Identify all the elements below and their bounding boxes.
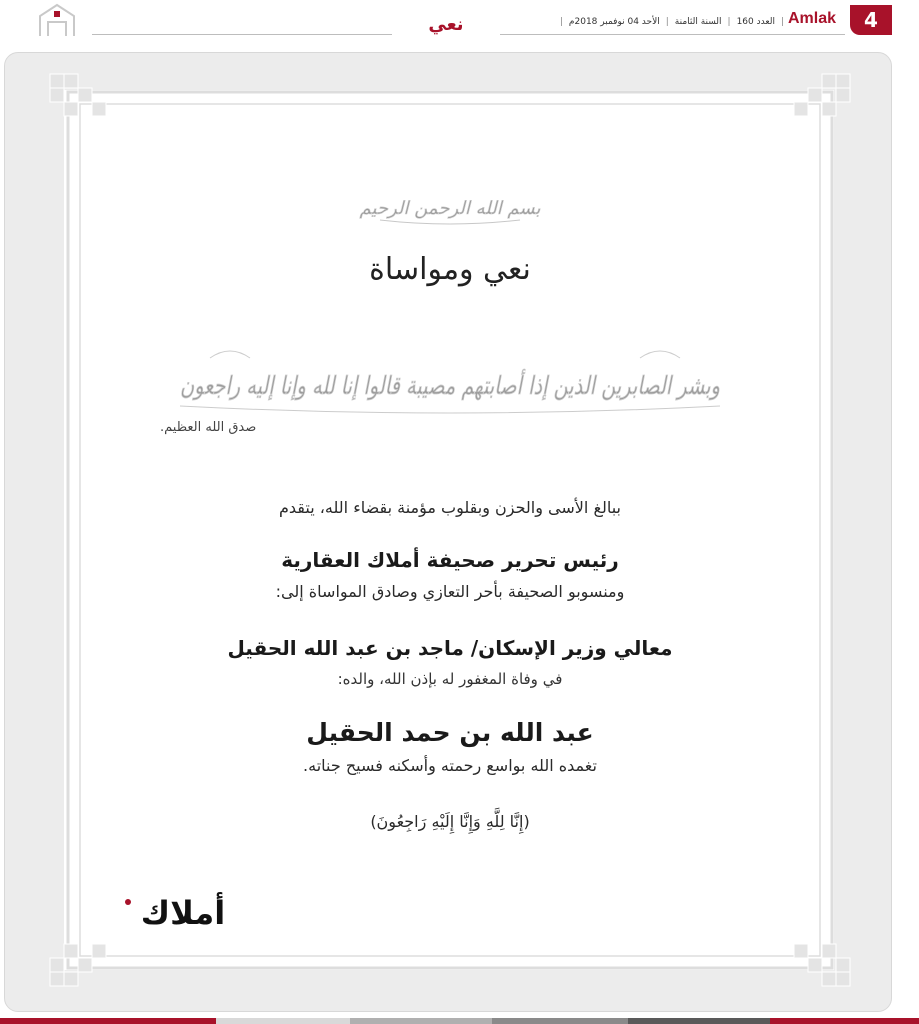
frame-corner-top-left: [50, 74, 106, 116]
page-header: [0, 0, 919, 46]
amlak-logo-text: أملاك: [140, 894, 226, 932]
header-logo-icon: [36, 2, 78, 38]
prayer-line: تغمده الله بواسع رحمته وأسكنه فسيح جناته.: [303, 756, 597, 775]
issue-meta: | العدد 160 | السنة الثامنة | الأحد 04 نوفمبر 2018م |: [559, 17, 784, 27]
intro-line: ببالغ الأسى والحزن وبقلوب مؤمنة بقضاء الله، يتقدم: [279, 498, 621, 517]
sender-line: رئيس تحرير صحيفة أملاك العقارية: [281, 548, 619, 572]
deceased-intro-line: في وفاة المغفور له بإذن الله، والده:: [337, 670, 563, 688]
page-number: 4: [850, 5, 892, 35]
basmala-calligraphy: [360, 180, 540, 230]
condolence-line: ومنسوبو الصحيفة بأحر التعازي وصادق المواساة إلى:: [275, 582, 625, 601]
amlak-logo: [118, 888, 248, 938]
brand-name: Amlak: [788, 10, 837, 27]
closing-verse: (إِنَّا لِلَّهِ وَإِنَّا إِلَيْهِ رَاجِعُونَ): [370, 812, 530, 831]
verse-text: وبشر الصابرين الذين إذا أصابتهم مصيبة قالوا إنا لله وإنا إليه راجعون: [180, 371, 879, 400]
notice-headline: نعي ومواساة: [369, 252, 531, 287]
header-divider-right: [500, 34, 845, 35]
header-divider-left: [92, 34, 392, 35]
issue-date: الأحد 04 نوفمبر 2018م: [568, 17, 660, 27]
issue-year: السنة الثامنة: [674, 17, 722, 27]
recipient-line: معالي وزير الإسكان/ ماجد بن عبد الله الحقيل: [227, 636, 673, 660]
section-title: نعي: [428, 14, 464, 35]
verse-source: صدق الله العظيم.: [160, 420, 257, 435]
verse-calligraphy: [170, 336, 879, 426]
bottom-color-bar: [0, 1018, 919, 1024]
basmala-text: بسم الله الرحمن الرحيم: [359, 198, 541, 219]
deceased-name: عبد الله بن حمد الحقيل: [306, 718, 594, 747]
issue-number: العدد 160: [736, 17, 775, 27]
